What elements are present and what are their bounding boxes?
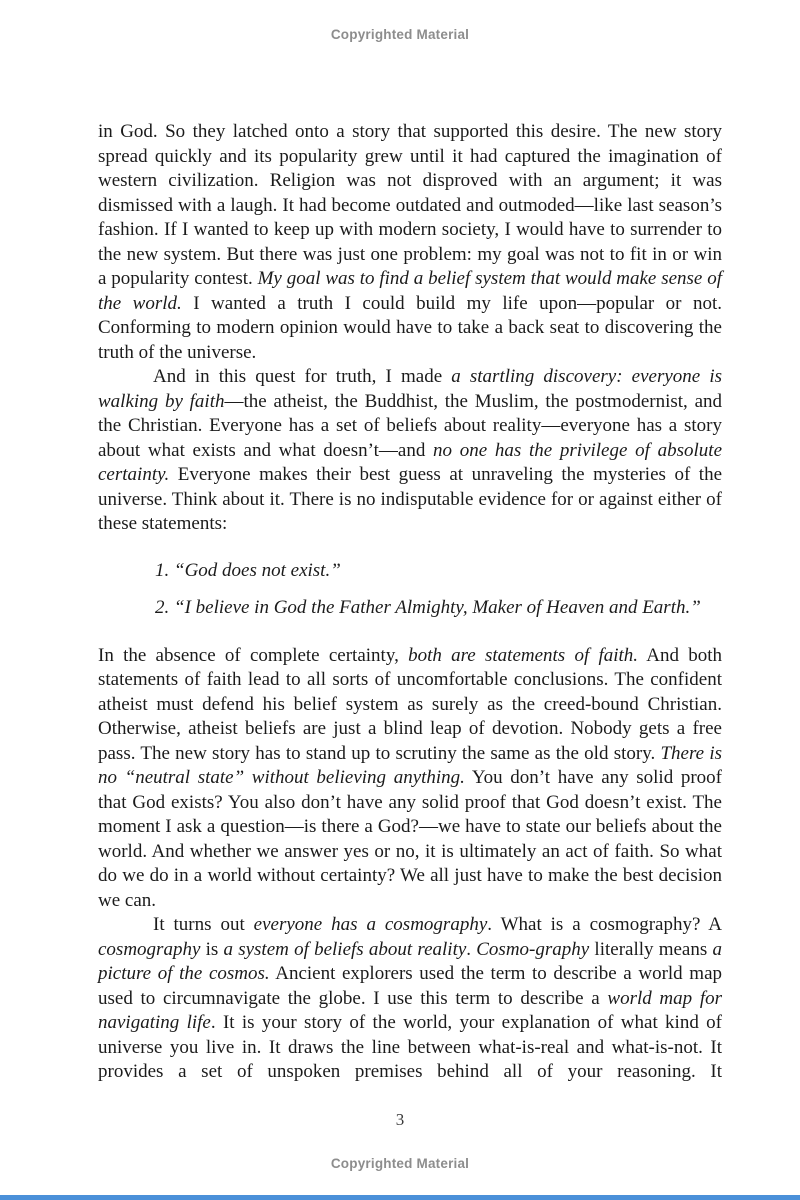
italic-text-run: everyone has a cosmography: [253, 914, 488, 935]
quote-line: [155, 559, 722, 584]
text-run: in God. So they latched onto a story that supported this desire. The new story spread quickly and its popularity grew until it had captured the imagination of western civilization. Religion was not disproved with an argument; it was dismissed with a laugh. It had become outdated and outmoded—like last season’s fashion. If I wanted to keep up with modern society, I would have to surrender to the new system. But there was just one problem: my goal was not to fit in or win a popularity contest.: [98, 121, 722, 289]
text-run: You don’t have any solid proof that God exists? You also don’t have any solid proof that God doesn’t exist. The moment I ask a question—is there a God?—we have to state our beliefs about the world. And whether we answer yes or no, it is ultimately an act of faith. So what do we do in a world without certainty? We all just have to make the best decision we can.: [98, 767, 722, 911]
text-run: It turns out: [153, 914, 254, 935]
text-run: literally means: [589, 938, 713, 960]
page-number: 3: [395, 1110, 405, 1129]
paragraph: [98, 120, 722, 365]
italic-text-run: 1. “God does not exist.”: [155, 559, 341, 581]
italic-text-run: a system of beliefs about reality: [223, 938, 467, 960]
text-run: . What is a cosmography? A: [487, 914, 722, 935]
italic-text-run: 2. “I believe in God the Father Almighty, Maker of Heaven and Earth.”: [155, 597, 701, 618]
paragraph: [98, 365, 722, 537]
italic-text-run: both are statements of faith.: [408, 644, 639, 666]
text-run: . It is your story of the world, your explanation of what kind of universe you live in. It draws the line between what-is-real and what-is-not. It provides a set of unspoken premises behind all of your reasoning. It: [98, 1012, 722, 1082]
bottom-copyright-notice: Copyrighted Material: [330, 1156, 470, 1171]
italic-text-run: Cosmo-graphy: [476, 938, 590, 960]
text-run: And in this quest for truth, I made: [153, 366, 452, 387]
text-run: I wanted a truth I could build my life upon—popular or not. Conforming to modern opinion would have to take a back seat to discovering the truth of the universe.: [98, 292, 722, 363]
italic-text-run: There is no “neutral state” without believing anything.: [98, 742, 723, 788]
top-copyright-notice: Copyrighted Material: [330, 27, 470, 42]
text-run: Ancient explorers used the term to describe a world map used to circumnavigate the globe. I use this term to describe a: [98, 963, 723, 1009]
italic-text-run: a startling discovery: everyone is walking by faith: [98, 366, 722, 412]
bottom-edge-bar: [0, 1195, 800, 1200]
text-run: And both statements of faith lead to all sorts of uncomfortable conclusions. The confident atheist must defend his belief system as surely as the creed-bound Christian. Otherwise, atheist beliefs are just a blind leap of devotion. Nobody gets a free pass. The new story has to stand up to scrutiny the same as the old story.: [98, 644, 723, 764]
text-run: Everyone makes their best guess at unraveling the mysteries of the universe. Think about it. There is no indisputable evidence for or against either of these statements:: [98, 464, 722, 534]
text-run: is: [200, 938, 224, 960]
italic-text-run: no one has the privilege of absolute certainty.: [98, 439, 722, 485]
paragraph: [98, 644, 722, 914]
italic-text-run: cosmography: [98, 938, 201, 960]
paragraph: [98, 913, 722, 1085]
text-run: In the absence of complete certainty,: [98, 644, 409, 666]
italic-text-run: a picture of the cosmos.: [98, 938, 722, 984]
italic-text-run: My goal was to find a belief system that would make sense of the world.: [98, 268, 722, 314]
text-run: .: [466, 938, 477, 960]
italic-text-run: world map for navigating life: [98, 987, 722, 1033]
body-text: [98, 120, 722, 1085]
quote-line: [155, 596, 722, 621]
text-run: —the atheist, the Buddhist, the Muslim, the postmodernist, and the Christian. Everyone has a set of beliefs about reality—everyone has a story about what exists and what doesn’t—and: [98, 390, 723, 461]
